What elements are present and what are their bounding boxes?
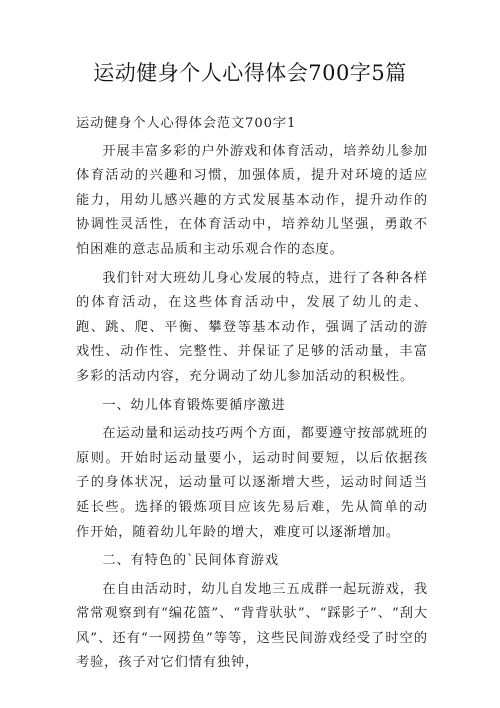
paragraph: 在运动量和运动技巧两个方面，都要遵守按部就班的原则。开始时运动量要小，运动时间要短，以后依据孩子的身体状况，运动量可以逐渐增大些，运动时间适当延长些。选择的锻炼项目应该先易后难，先从简单的动作开始，随着幼儿年龄的增大，难度可以逐渐增加。 bbox=[76, 426, 428, 540]
section-heading: 一、幼儿体育锻炼要循序激进 bbox=[102, 397, 286, 413]
document-body bbox=[76, 112, 428, 676]
section-heading: 二、有特色的`民间体育游戏 bbox=[102, 553, 279, 569]
paragraph: 在自由活动时，幼儿自发地三五成群一起玩游戏，我常常观察到有“编花篮”、“背背驮驮”、“踩影子”、“刮大风”、还有“一网捞鱼”等等，这些民间游戏经受了时空的考验，孩子对它们情有独钟， bbox=[76, 581, 428, 671]
paragraph: 开展丰富多彩的户外游戏和体育活动，培养幼儿参加体育活动的兴趣和习惯，加强体质，提升对环境的适应能力，用幼儿感兴趣的方式发展基本动作，提升动作的协调性灵活性，在体育活动中，培养幼儿坚强，勇敢不怕困难的意志品质和主动乐观合作的态度。 bbox=[76, 143, 428, 257]
document-title: 运动健身个人心得体会700字5篇 bbox=[93, 61, 407, 85]
paragraph: 我们针对大班幼儿身心发展的特点，进行了各种各样的体育活动，在这些体育活动中，发展了幼儿的走、跑、跳、爬、平衡、攀登等基本动作，强调了活动的游戏性、动作性、完整性、并保证了足够的活动量，丰富多彩的活动内容，充分调动了幼儿参加活动的积极性。 bbox=[76, 270, 428, 384]
document-subtitle: 运动健身个人心得体会范文700字1 bbox=[76, 116, 297, 131]
